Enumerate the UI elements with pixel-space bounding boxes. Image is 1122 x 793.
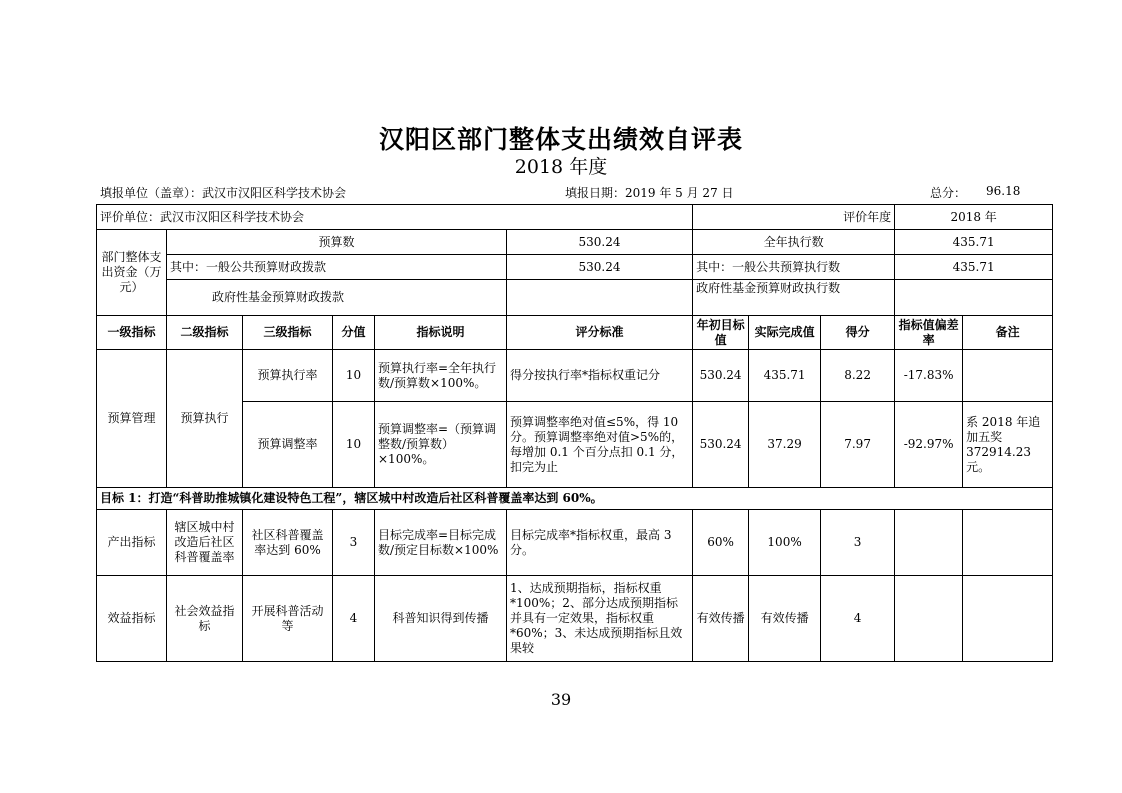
output-level1: 产出指标 bbox=[97, 510, 167, 576]
got-cell: 7.97 bbox=[821, 402, 895, 488]
header-cell: 评分标准 bbox=[507, 316, 693, 350]
funds-row-3 bbox=[97, 280, 1053, 316]
eval-year-value: 2018 年 bbox=[895, 205, 1053, 230]
dev-cell: -92.97% bbox=[895, 402, 963, 488]
gov-exec-label: 政府性基金预算财政执行数 bbox=[693, 280, 895, 316]
benefit-level3: 开展科普活动等 bbox=[243, 576, 333, 662]
level3-cell: 预算调整率 bbox=[243, 402, 333, 488]
header-cell: 三级指标 bbox=[243, 316, 333, 350]
fill-date: 填报日期：2019 年 5 月 27 日 bbox=[565, 186, 734, 200]
header-cell: 实际完成值 bbox=[749, 316, 821, 350]
output-level2: 辖区城中村改造后社区科普覆盖率 bbox=[167, 510, 243, 576]
table-row bbox=[97, 576, 1053, 662]
level3-cell: 预算执行率 bbox=[243, 350, 333, 402]
got-cell: 8.22 bbox=[821, 350, 895, 402]
benefit-level1: 效益指标 bbox=[97, 576, 167, 662]
fill-unit: 填报单位（盖章）：武汉市汉阳区科学技术协会 bbox=[100, 186, 347, 200]
standard-cell: 得分按执行率*指标权重记分 bbox=[507, 350, 693, 402]
note-cell: 系 2018 年追加五奖372914.23 元。 bbox=[963, 402, 1053, 488]
funds-row-2 bbox=[97, 255, 1053, 280]
funds-label: 部门整体支出资金（万元） bbox=[97, 230, 167, 316]
general-budget-label: 其中：一般公共预算财政拨款 bbox=[167, 255, 507, 280]
output-got: 3 bbox=[821, 510, 895, 576]
goal-row bbox=[97, 488, 1053, 510]
general-exec-label: 其中：一般公共预算执行数 bbox=[693, 255, 895, 280]
exec-value: 435.71 bbox=[895, 230, 1053, 255]
output-actual: 100% bbox=[749, 510, 821, 576]
note-cell bbox=[963, 350, 1053, 402]
total-value: 96.18 bbox=[986, 184, 1021, 198]
output-note bbox=[963, 510, 1053, 576]
header-cell: 指标说明 bbox=[375, 316, 507, 350]
budget-value: 530.24 bbox=[507, 230, 693, 255]
output-dev bbox=[895, 510, 963, 576]
desc-cell: 预算调整率=（预算调整数/预算数）×100%。 bbox=[375, 402, 507, 488]
header-cell: 年初目标值 bbox=[693, 316, 749, 350]
evaluation-table bbox=[96, 204, 1053, 662]
output-score: 3 bbox=[333, 510, 375, 576]
page-number: 39 bbox=[550, 690, 572, 709]
benefit-dev bbox=[895, 576, 963, 662]
dev-cell: -17.83% bbox=[895, 350, 963, 402]
benefit-note bbox=[963, 576, 1053, 662]
target-cell: 530.24 bbox=[693, 402, 749, 488]
gov-exec-value bbox=[895, 280, 1053, 316]
eval-year-label: 评价年度 bbox=[693, 205, 895, 230]
benefit-actual: 有效传播 bbox=[749, 576, 821, 662]
header-cell: 一级指标 bbox=[97, 316, 167, 350]
general-budget-value: 530.24 bbox=[507, 255, 693, 280]
output-level3: 社区科普覆盖率达到 60% bbox=[243, 510, 333, 576]
score-cell: 10 bbox=[333, 350, 375, 402]
budget-label: 预算数 bbox=[167, 230, 507, 255]
actual-cell: 435.71 bbox=[749, 350, 821, 402]
header-row bbox=[97, 316, 1053, 350]
output-standard: 目标完成率*指标权重，最高 3 分。 bbox=[507, 510, 693, 576]
page-title: 汉阳区部门整体支出绩效自评表 bbox=[378, 125, 743, 154]
header-cell: 分值 bbox=[333, 316, 375, 350]
eval-unit-row bbox=[97, 205, 1053, 230]
gov-fund-value bbox=[507, 280, 693, 316]
table-row bbox=[97, 350, 1053, 402]
benefit-got: 4 bbox=[821, 576, 895, 662]
header-cell: 指标值偏差率 bbox=[895, 316, 963, 350]
target-cell: 530.24 bbox=[693, 350, 749, 402]
budget-level2: 预算执行 bbox=[167, 350, 243, 488]
gov-fund-label: 政府性基金预算财政拨款 bbox=[167, 280, 507, 316]
budget-level1: 预算管理 bbox=[97, 350, 167, 488]
table-row bbox=[97, 510, 1053, 576]
output-desc: 目标完成率=目标完成数/预定目标数×100% bbox=[375, 510, 507, 576]
benefit-score: 4 bbox=[333, 576, 375, 662]
goal-text: 目标 1：打造“科普助推城镇化建设特色工程”，辖区城中村改造后社区科普覆盖率达到 60%。 bbox=[97, 488, 1053, 510]
benefit-standard: 1、达成预期指标，指标权重*100%；2、部分达成预期指标并具有一定效果，指标权重*60%；3、未达成预期指标且效果较 bbox=[507, 576, 693, 662]
actual-cell: 37.29 bbox=[749, 402, 821, 488]
eval-unit: 评价单位：武汉市汉阳区科学技术协会 bbox=[97, 205, 693, 230]
general-exec-value: 435.71 bbox=[895, 255, 1053, 280]
score-cell: 10 bbox=[333, 402, 375, 488]
header-cell: 得分 bbox=[821, 316, 895, 350]
standard-cell: 预算调整率绝对值≤5%，得 10 分。预算调整率绝对值>5%的，每增加 0.1 个百分点扣 0.1 分，扣完为止 bbox=[507, 402, 693, 488]
benefit-level2: 社会效益指标 bbox=[167, 576, 243, 662]
year-subtitle: 2018 年度 bbox=[514, 156, 608, 178]
output-target: 60% bbox=[693, 510, 749, 576]
exec-label: 全年执行数 bbox=[693, 230, 895, 255]
total-label: 总分： bbox=[930, 186, 967, 200]
funds-row-1 bbox=[97, 230, 1053, 255]
desc-cell: 预算执行率=全年执行数/预算数×100%。 bbox=[375, 350, 507, 402]
benefit-desc: 科普知识得到传播 bbox=[375, 576, 507, 662]
benefit-target: 有效传播 bbox=[693, 576, 749, 662]
header-cell: 二级指标 bbox=[167, 316, 243, 350]
header-cell: 备注 bbox=[963, 316, 1053, 350]
